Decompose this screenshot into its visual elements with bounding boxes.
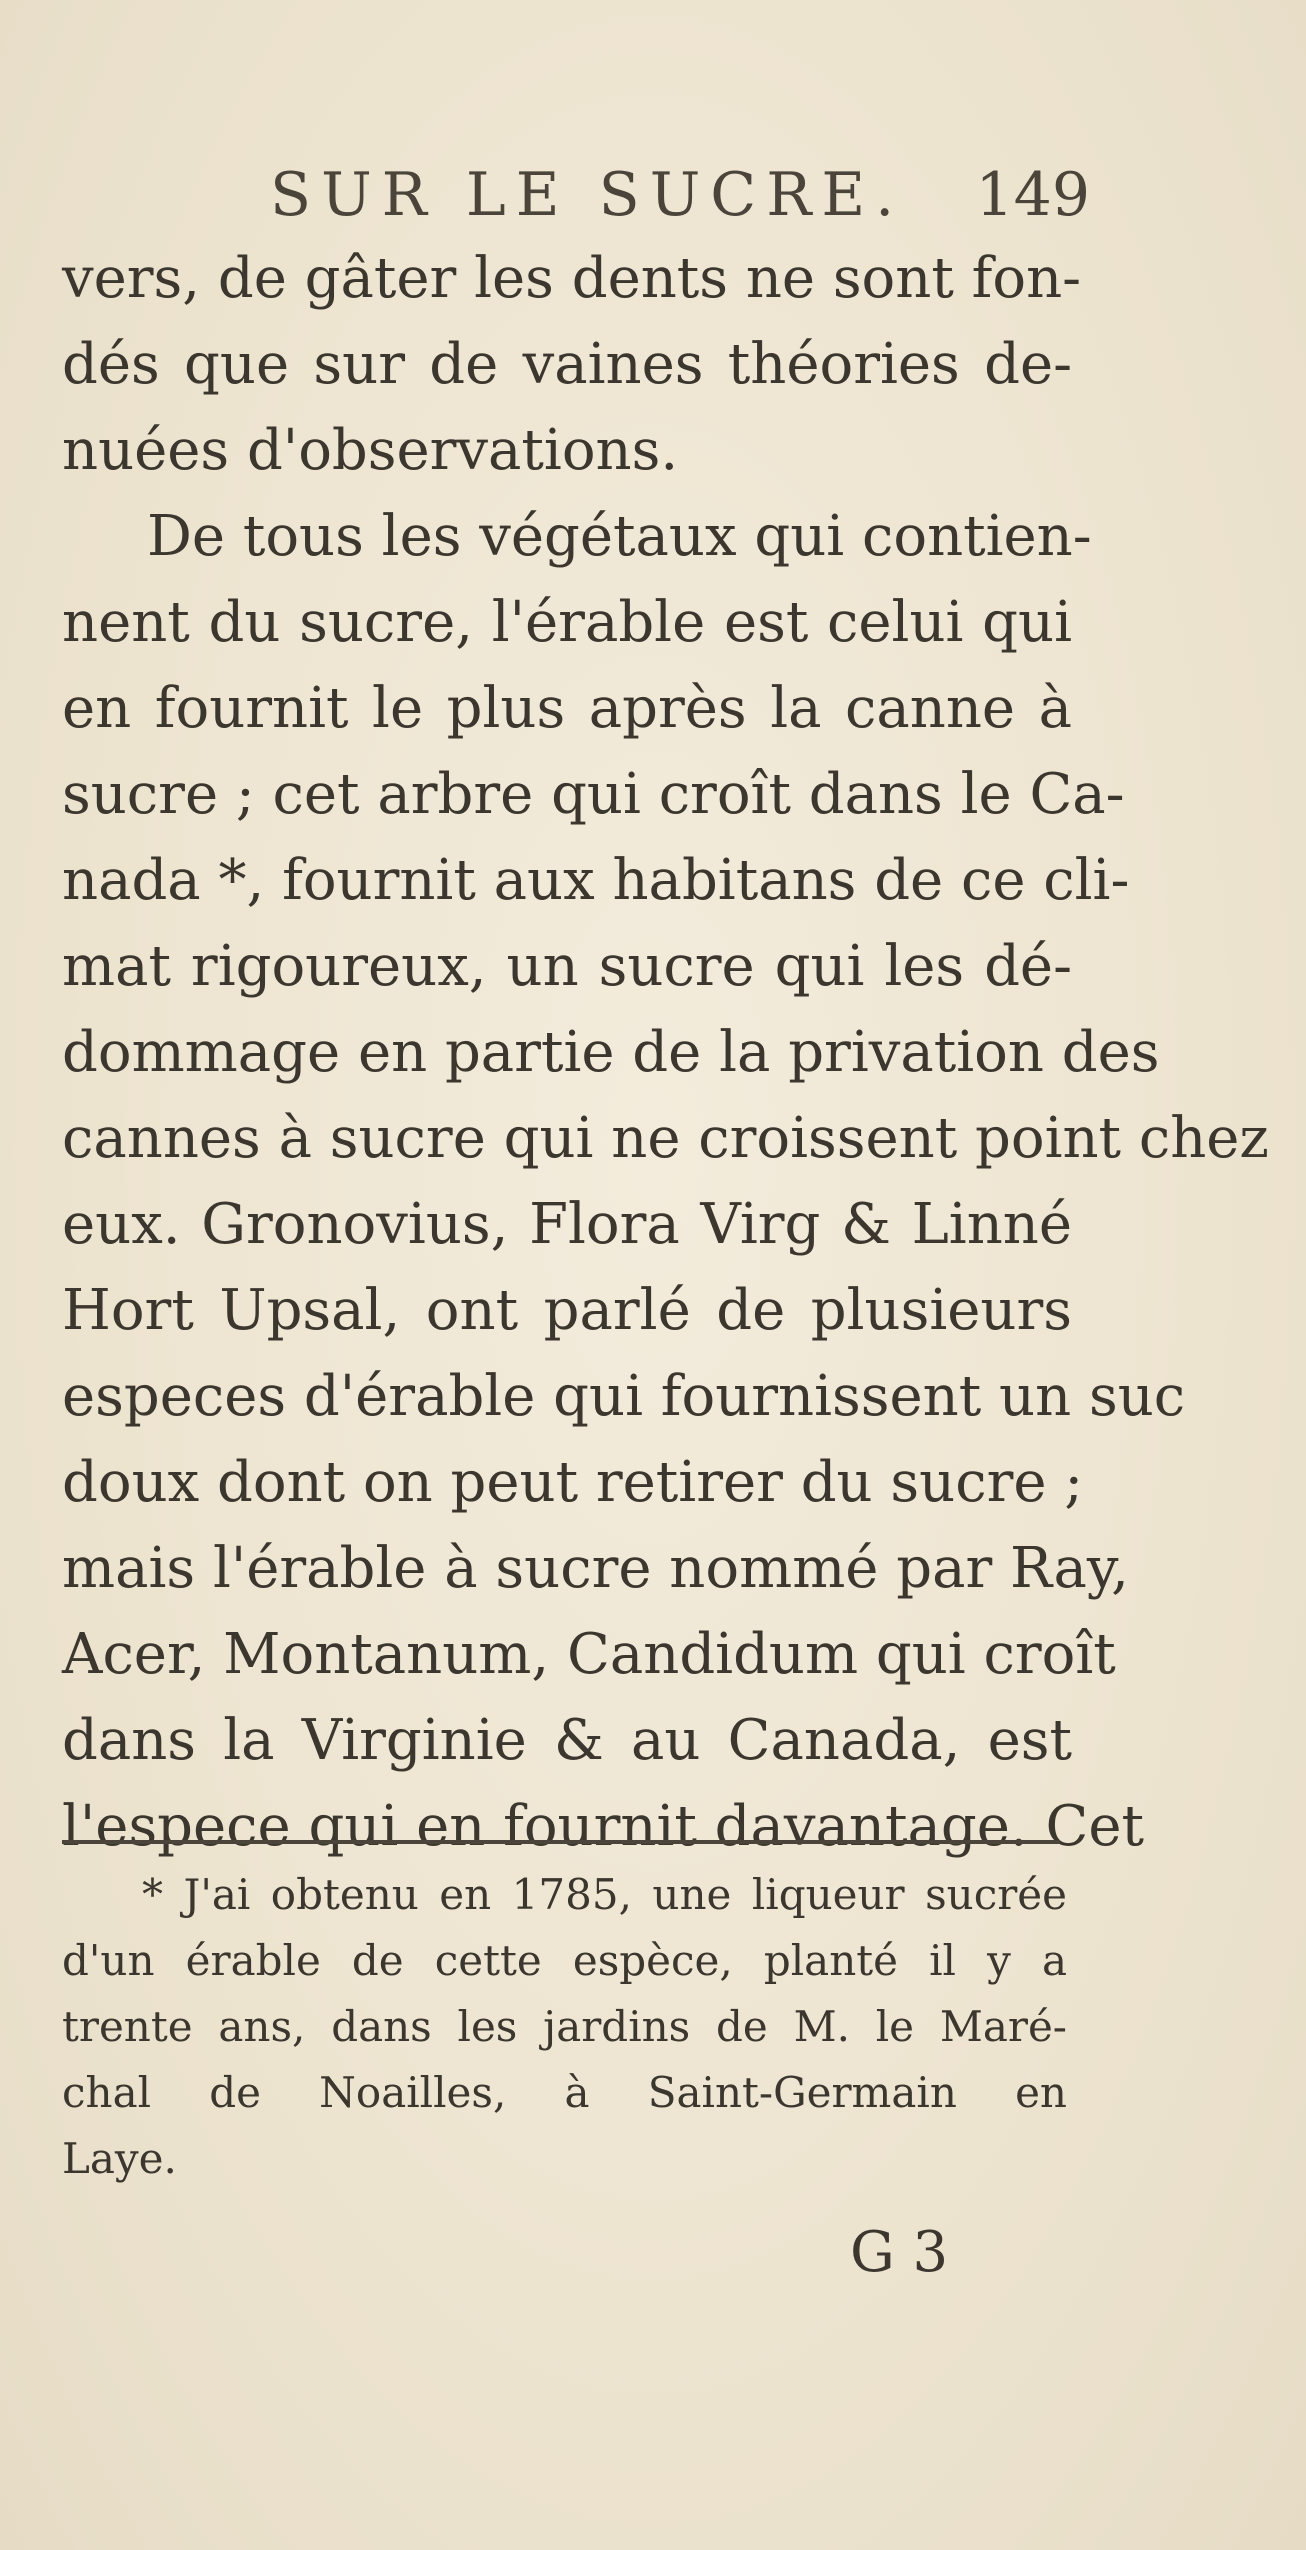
footnote-line: d'un érable de cette espèce, planté il y a bbox=[62, 1936, 1067, 1985]
footnote bbox=[62, 1862, 1067, 2192]
body-line: dans la Virginie & au Canada, est bbox=[62, 1708, 1072, 1773]
body-line: nuées d'observations. bbox=[62, 418, 679, 483]
signature-mark: G 3 bbox=[850, 2220, 949, 2285]
running-head: SUR LE SUCRE. bbox=[270, 160, 905, 230]
page-number: 149 bbox=[975, 160, 1090, 230]
body-line: mais l'érable à sucre nommé par Ray, bbox=[62, 1536, 1129, 1601]
footnote-line: trente ans, dans les jardins de M. le Maré- bbox=[62, 2002, 1067, 2051]
body-line: dés que sur de vaines théories de- bbox=[62, 332, 1072, 397]
body-line: especes d'érable qui fournissent un suc bbox=[62, 1364, 1186, 1429]
body-line: doux dont on peut retirer du sucre ; bbox=[62, 1450, 1084, 1515]
body-line: cannes à sucre qui ne croissent point chez bbox=[62, 1106, 1269, 1171]
body-line: sucre ; cet arbre qui croît dans le Ca- bbox=[62, 762, 1125, 827]
footnote-line: Laye. bbox=[62, 2134, 177, 2183]
page-header bbox=[270, 150, 1090, 230]
body-line: De tous les végétaux qui contien- bbox=[147, 504, 1092, 569]
body-line: Hort Upsal, ont parlé de plusieurs bbox=[62, 1278, 1072, 1343]
body-line: eux. Gronovius, Flora Virg & Linné bbox=[62, 1192, 1072, 1257]
body-line: vers, de gâter les dents ne sont fon- bbox=[62, 246, 1082, 311]
footnote-line: * J'ai obtenu en 1785, une liqueur sucrée bbox=[142, 1870, 1067, 1919]
body-line: nent du sucre, l'érable est celui qui bbox=[62, 590, 1072, 655]
body-line: dommage en partie de la privation des bbox=[62, 1020, 1160, 1085]
body-line: nada *, fournit aux habitans de ce cli- bbox=[62, 848, 1130, 913]
body-line: en fournit le plus après la canne à bbox=[62, 676, 1072, 741]
body-text bbox=[62, 236, 1269, 1870]
body-line: Acer, Montanum, Candidum qui croît bbox=[62, 1622, 1116, 1687]
body-line: l'espece qui en fournit davantage. Cet bbox=[62, 1794, 1144, 1859]
footnote-rule bbox=[62, 1840, 1060, 1844]
body-line: mat rigoureux, un sucre qui les dé- bbox=[62, 934, 1072, 999]
footnote-line: chal de Noailles, à Saint-Germain en bbox=[62, 2068, 1067, 2117]
